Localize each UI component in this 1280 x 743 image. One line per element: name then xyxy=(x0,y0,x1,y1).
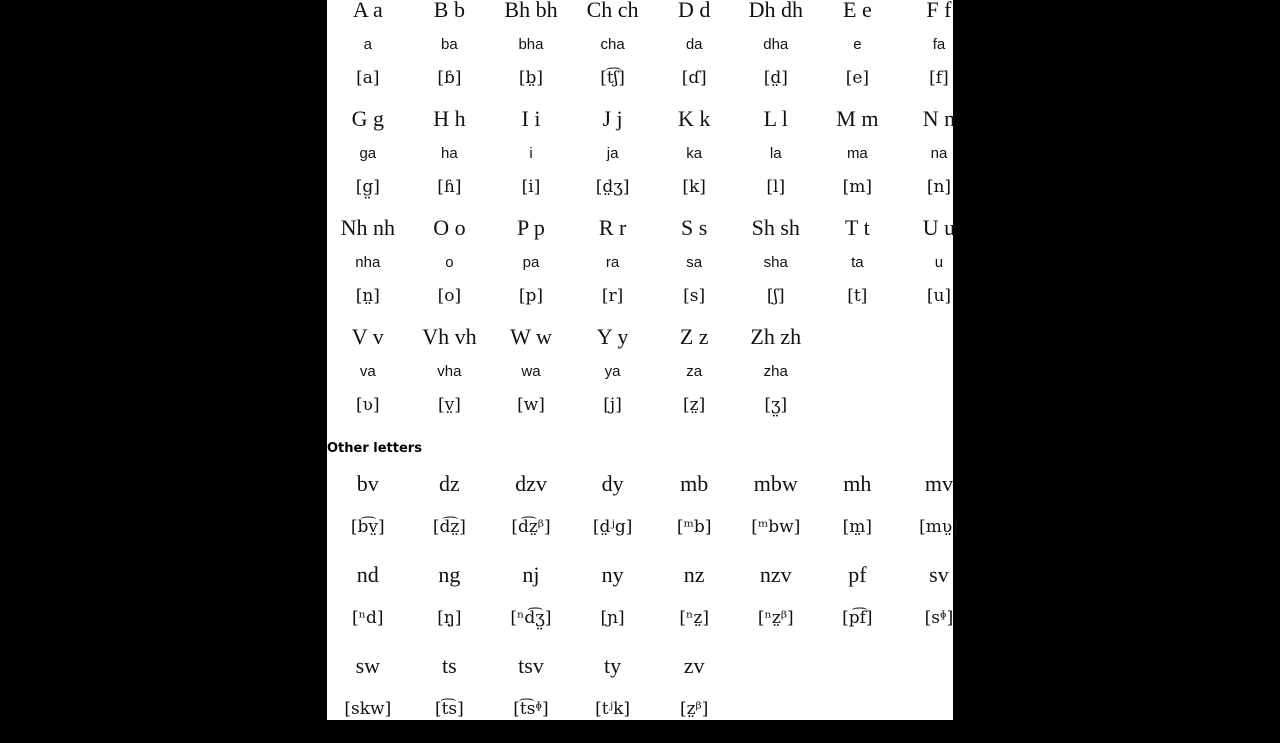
other-letter-ipa: [d̤ʲg] xyxy=(592,517,633,537)
letter-glyph: R r xyxy=(598,215,627,240)
letter-ipa: [r] xyxy=(601,286,624,306)
other-letters-grid xyxy=(327,470,977,743)
letter-name: nha xyxy=(355,254,381,271)
letter-ipa: [ɗ] xyxy=(681,68,707,88)
other-letter-glyph: ng xyxy=(438,562,461,587)
letter-name: dha xyxy=(763,36,789,53)
letter-cell xyxy=(735,0,817,109)
other-letter-glyph: pf xyxy=(848,562,867,587)
other-letter-glyph: ty xyxy=(604,653,622,678)
letter-cell xyxy=(490,106,572,218)
other-letter-ipa: [tʲk] xyxy=(595,699,631,719)
other-letter-cell xyxy=(409,561,491,652)
letter-cell xyxy=(327,0,409,109)
other-letter-glyph: nj xyxy=(522,562,540,587)
letter-name: ja xyxy=(606,145,619,162)
letter-name: bha xyxy=(518,36,544,53)
other-letter-cell xyxy=(653,652,735,743)
letter-name: pa xyxy=(522,254,540,271)
letter-ipa: [u] xyxy=(926,286,952,306)
letter-cell xyxy=(572,215,654,327)
letter-glyph: Sh sh xyxy=(751,215,800,240)
other-letter-cell xyxy=(490,470,572,561)
other-letter-glyph: zv xyxy=(683,653,705,678)
letter-glyph: W w xyxy=(510,324,552,349)
letter-name: cha xyxy=(600,36,625,53)
letter-glyph: B b xyxy=(433,0,465,22)
other-letter-cell xyxy=(409,652,491,743)
letter-cell xyxy=(653,0,735,109)
letter-glyph: D d xyxy=(677,0,711,22)
letter-ipa: [ɦ] xyxy=(437,177,462,197)
letter-name: la xyxy=(769,145,782,162)
letter-cell xyxy=(490,215,572,327)
other-letter-ipa: [p͡f] xyxy=(842,608,873,628)
letter-ipa: [d̤] xyxy=(763,68,788,88)
letter-ipa: [g̤] xyxy=(355,177,380,197)
other-letter-ipa: [ⁿd͡ʒ̤] xyxy=(510,608,552,628)
letter-ipa: [ʒ̤] xyxy=(764,395,788,415)
letter-cell xyxy=(409,324,491,436)
letter-ipa: [m] xyxy=(842,177,873,197)
other-letter-glyph: mb xyxy=(680,471,709,496)
letter-cell xyxy=(572,324,654,436)
letter-ipa: [e] xyxy=(845,68,870,88)
other-letter-ipa: [ᵐb] xyxy=(676,517,712,537)
letter-glyph: J j xyxy=(602,106,623,131)
letter-name: a xyxy=(363,36,372,53)
letter-name: vha xyxy=(437,363,462,380)
letter-cell xyxy=(735,324,817,436)
other-letter-glyph: tsv xyxy=(518,653,544,678)
letter-cell xyxy=(409,215,491,327)
letter-ipa: [ʋ] xyxy=(355,395,380,415)
other-letter-cell xyxy=(735,561,817,652)
other-letter-cell xyxy=(898,470,980,561)
letter-ipa: [w] xyxy=(517,395,545,415)
letter-ipa: [i] xyxy=(521,177,541,197)
letter-ipa: [j] xyxy=(603,395,622,415)
letter-name: sha xyxy=(763,254,788,271)
other-letter-ipa: [ᵐbw] xyxy=(751,517,801,537)
other-letter-cell xyxy=(327,561,409,652)
letter-ipa: [o] xyxy=(437,286,462,306)
letter-cell xyxy=(817,0,899,109)
letter-glyph: U u xyxy=(922,215,956,240)
letter-name: va xyxy=(359,363,376,380)
other-letter-cell xyxy=(735,470,817,561)
other-letter-ipa: [ⁿz̤ᵝ] xyxy=(757,608,794,628)
letter-glyph: Zh zh xyxy=(750,324,802,349)
letter-glyph: H h xyxy=(433,106,466,131)
letter-ipa: [n] xyxy=(926,177,952,197)
letter-cell xyxy=(735,106,817,218)
other-letter-glyph: mbw xyxy=(753,471,798,496)
other-letter-cell xyxy=(572,470,654,561)
letter-cell xyxy=(572,0,654,109)
letter-cell xyxy=(653,215,735,327)
letter-name: ma xyxy=(846,145,868,162)
other-letter-glyph: dy xyxy=(601,471,624,496)
other-letter-ipa: [mʋ̤] xyxy=(919,517,959,537)
letter-name: zha xyxy=(763,363,788,380)
other-letter-cell xyxy=(817,561,899,652)
letter-glyph: Dh dh xyxy=(748,0,803,22)
letter-name: sa xyxy=(686,254,703,271)
letter-name: ha xyxy=(441,145,458,162)
letter-glyph: F f xyxy=(926,0,952,22)
letter-glyph: Bh bh xyxy=(504,0,558,22)
letter-name: ra xyxy=(605,254,620,271)
letter-glyph: A a xyxy=(352,0,383,22)
letter-glyph: N n xyxy=(922,106,956,131)
letter-ipa: [s] xyxy=(683,286,706,306)
letter-glyph: T t xyxy=(845,215,870,240)
other-letter-glyph: sv xyxy=(929,562,949,587)
letter-name: da xyxy=(685,36,703,53)
letter-cell xyxy=(327,106,409,218)
other-letter-cell xyxy=(817,470,899,561)
letter-glyph: G g xyxy=(351,106,384,131)
letter-name: ta xyxy=(851,254,864,271)
other-letter-ipa: [d͡z̤] xyxy=(432,517,466,537)
other-letter-ipa: [z̤ᵝ] xyxy=(679,699,709,719)
letter-cell xyxy=(817,215,899,327)
letter-glyph: P p xyxy=(517,215,545,240)
letter-glyph: E e xyxy=(843,0,872,22)
letter-name: ga xyxy=(359,145,377,162)
letter-ipa: [n̤] xyxy=(355,286,380,306)
other-letter-glyph: ts xyxy=(442,653,457,678)
other-letter-glyph: dz xyxy=(439,471,460,496)
letter-glyph: Y y xyxy=(596,324,629,349)
other-letter-glyph: bv xyxy=(356,471,379,496)
letter-cell xyxy=(653,106,735,218)
letter-name: ba xyxy=(441,36,458,53)
other-letter-cell xyxy=(490,561,572,652)
other-letter-ipa: [ⁿd] xyxy=(352,608,384,628)
letter-name: ya xyxy=(604,363,621,380)
letter-cell xyxy=(898,215,980,327)
letter-ipa: [z̤] xyxy=(683,395,706,415)
other-letter-glyph: mh xyxy=(843,471,872,496)
other-letter-glyph: dzv xyxy=(515,471,547,496)
letter-cell xyxy=(409,0,491,109)
other-letter-ipa: [d͡z̤ᵝ] xyxy=(511,517,551,537)
letter-name: fa xyxy=(932,36,946,53)
letter-glyph: L l xyxy=(763,106,788,131)
letter-ipa: [a] xyxy=(356,68,380,88)
other-letter-glyph: mv xyxy=(924,471,954,496)
other-letter-ipa: [ɲ] xyxy=(600,608,625,628)
alphabet-sheet xyxy=(327,0,959,720)
letter-name: i xyxy=(529,145,533,162)
letter-glyph: Nh nh xyxy=(340,215,395,240)
letter-glyph: Vh vh xyxy=(422,324,477,349)
other-letter-glyph: ny xyxy=(601,562,624,587)
letter-cell xyxy=(327,324,409,436)
letter-cell xyxy=(817,106,899,218)
other-letter-ipa: [m̤] xyxy=(842,517,873,537)
letter-glyph: M m xyxy=(836,106,879,131)
letter-cell xyxy=(898,0,980,109)
other-letter-ipa: [sᶲ] xyxy=(924,608,954,628)
letter-cell xyxy=(409,106,491,218)
letter-glyph: V v xyxy=(351,324,384,349)
other-letter-ipa: [t͡sᶲ] xyxy=(513,699,549,719)
other-letter-cell xyxy=(572,561,654,652)
other-letter-glyph: nd xyxy=(356,562,379,587)
letter-cell xyxy=(735,215,817,327)
letter-glyph: Ch ch xyxy=(586,0,639,22)
letter-glyph: I i xyxy=(521,106,541,131)
letter-name: za xyxy=(686,363,703,380)
other-letter-glyph: nz xyxy=(683,562,705,587)
other-letters-heading: Other letters xyxy=(327,441,422,456)
letter-cell xyxy=(898,106,980,218)
letter-cell xyxy=(653,324,735,436)
other-letter-ipa: [ⁿz̤] xyxy=(679,608,709,628)
letter-cell xyxy=(490,324,572,436)
letter-name: wa xyxy=(521,363,541,380)
letter-ipa: [d̤ʒ] xyxy=(595,177,630,197)
other-letter-cell xyxy=(572,652,654,743)
letter-ipa: [ʃ] xyxy=(766,286,785,306)
letter-ipa: [l] xyxy=(766,177,786,197)
letter-cell xyxy=(327,215,409,327)
letter-glyph: Z z xyxy=(679,324,709,349)
letter-ipa: [v̤] xyxy=(437,395,461,415)
letter-glyph: K k xyxy=(677,106,711,131)
other-letter-ipa: [t͡s] xyxy=(434,699,464,719)
other-letter-ipa: [skw] xyxy=(344,699,392,719)
other-letter-cell xyxy=(327,652,409,743)
letter-ipa: [f] xyxy=(929,68,949,88)
other-letter-cell xyxy=(898,561,980,652)
letter-ipa: [p] xyxy=(518,286,544,306)
letter-name: o xyxy=(445,254,454,271)
letter-name: ka xyxy=(686,145,703,162)
letter-ipa: [k] xyxy=(682,177,706,197)
other-letter-cell xyxy=(653,561,735,652)
letter-glyph: S s xyxy=(681,215,708,240)
other-letter-glyph: sw xyxy=(355,653,381,678)
other-letter-glyph: nzv xyxy=(759,562,792,587)
letter-ipa: [t] xyxy=(847,286,868,306)
letter-ipa: [ɓ] xyxy=(437,68,462,88)
other-letter-cell xyxy=(409,470,491,561)
letter-name: e xyxy=(853,36,862,53)
letter-ipa: [b̤] xyxy=(518,68,544,88)
other-letter-cell xyxy=(653,470,735,561)
other-letter-ipa: [b͡v̤] xyxy=(350,517,385,537)
other-letter-cell xyxy=(327,470,409,561)
letter-cell xyxy=(490,0,572,109)
main-letters-grid xyxy=(327,0,977,436)
letter-glyph: O o xyxy=(433,215,466,240)
other-letter-ipa: [ŋ̤] xyxy=(437,608,462,628)
letter-name: na xyxy=(930,145,948,162)
letter-name: u xyxy=(934,254,944,271)
letter-cell xyxy=(572,106,654,218)
letter-ipa: [t͡ʃ] xyxy=(600,68,625,88)
other-letter-cell xyxy=(490,652,572,743)
